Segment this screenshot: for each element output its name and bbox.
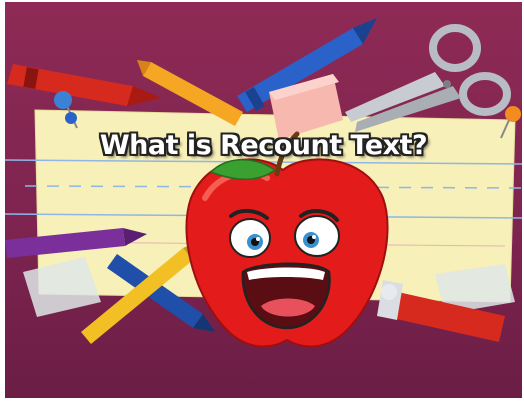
red-crayon-icon [7,64,161,106]
title-slide [5,2,522,398]
scissors-icon [345,28,507,132]
classroom-illustration [5,2,522,398]
slide-title: What is Recount Text? [99,130,428,161]
